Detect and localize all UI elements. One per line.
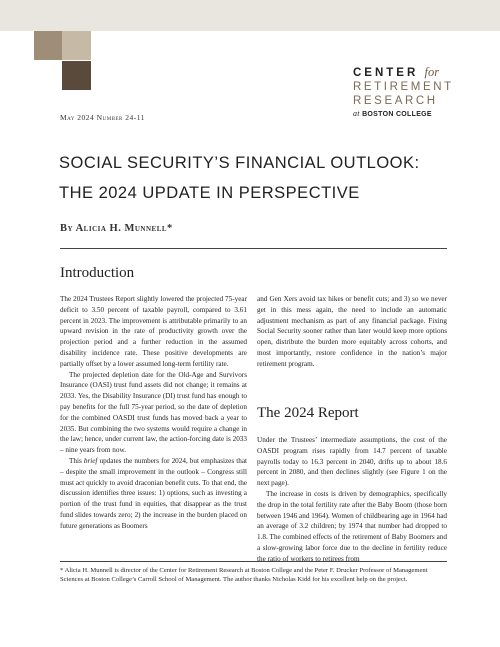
report-paragraph-1: Under the Trustees’ intermediate assumptions, the cost of the OASDI program rises rapidly from 14.7 percent of taxable payrolls today to 16.3 percent in 2040, drifts up to about 18.6 percent in 2080, and then declines slightly (see Figure 1 on the next page). [257, 436, 447, 488]
logo-line1: CENTER for [353, 65, 440, 79]
column-right-top [257, 294, 447, 370]
intro-paragraph-1: The 2024 Trustees Report slightly lowered the projected 75-year deficit to 3.50 percent of taxable payroll, compared to 3.61 percent in 2023. The improvement is attributable primarily to an upward revision in the rate of productivity growth over the projection period and a further reduction in the assumed disability incidence rate. These positive developments are partially offset by a lower assumed long-term fertility rate. [60, 295, 247, 368]
column-right-bottom [257, 435, 447, 565]
title-line-1: SOCIAL SECURITY’S FINANCIAL OUTLOOK: [59, 154, 420, 172]
logo-square-dark [62, 61, 91, 90]
author-byline: By Alicia H. Munnell* [60, 223, 173, 234]
column-left [60, 294, 247, 532]
logo-square-mid [34, 31, 63, 60]
logo-line4: at BOSTON COLLEGE [353, 109, 432, 118]
header-band [0, 0, 500, 31]
logo-line2: RETIREMENT [353, 81, 454, 93]
logo-square-light [62, 31, 91, 60]
issue-line: May 2024 Number 24-11 [60, 113, 145, 122]
intro-paragraph-3: This brief updates the numbers for 2024, but emphasizes that – despite the small improvement in the outlook – Congress still must act quickly to avoid draconian benefit cuts. To that end, the discussion identifies three issues: 1) options, such as investing a portion of the trust fund in equities, that disappear as the trust fund slides towards zero; 2) the increase in the burden placed on future generations as Boomers [60, 456, 248, 530]
heading-introduction: Introduction [60, 265, 135, 281]
intro-paragraph-2: The projected depletion date for the Old-Age and Survivors Insurance (OASI) trust fund assets did not change; it remains at 2033. Yes, the Disability Insurance (DI) trust fund has enough to pay benefits for the full 75-year period, so the date of depletion for the combined OASDI trust funds has moved back a year to 2035. But combining the two systems would require a change in the law; hence, under current law, the action-forcing date is 2033 – nine years from now. [60, 370, 247, 455]
logo-line3: RESEARCH [353, 95, 438, 107]
divider-top [60, 248, 447, 249]
divider-footnote [60, 561, 447, 562]
intro-paragraph-continued: and Gen Xers avoid tax hikes or benefit cuts; and 3) so we never get in this mess again, the need to include an automatic adjustment mechanism as part of any financial package. Fixing Social Security sooner rather than later would keep more options open, distribute the burden more equitably across cohorts, and most importantly, restore confidence in the nation’s major retirement program. [257, 295, 447, 368]
brief-title [59, 148, 479, 208]
author-footnote: * Alicia H. Munnell is director of the Center for Retirement Research at Boston College and the Peter F. Drucker Professor of Management Sciences at Boston College’s Carroll School of Management. The author thanks Nicholas Kidd for his excellent help on the project. [60, 567, 428, 584]
crr-logo[interactable] [353, 66, 463, 120]
report-paragraph-2: The increase in costs is driven by demographics, specifically the drop in the total fertility rate after the Baby Boom (those born between 1946 and 1964). Women of childbearing age in 1964 had an average of 3.2 children; by 1974 that number had dropped to 1.8. The combined effects of the retirement of Baby Boomers and a slow-growing labor force due to the decline in fertility reduce the ratio of workers to retirees from [257, 489, 447, 563]
title-line-2: THE 2024 UPDATE IN PERSPECTIVE [59, 184, 360, 202]
heading-2024-report: The 2024 Report [257, 405, 359, 421]
